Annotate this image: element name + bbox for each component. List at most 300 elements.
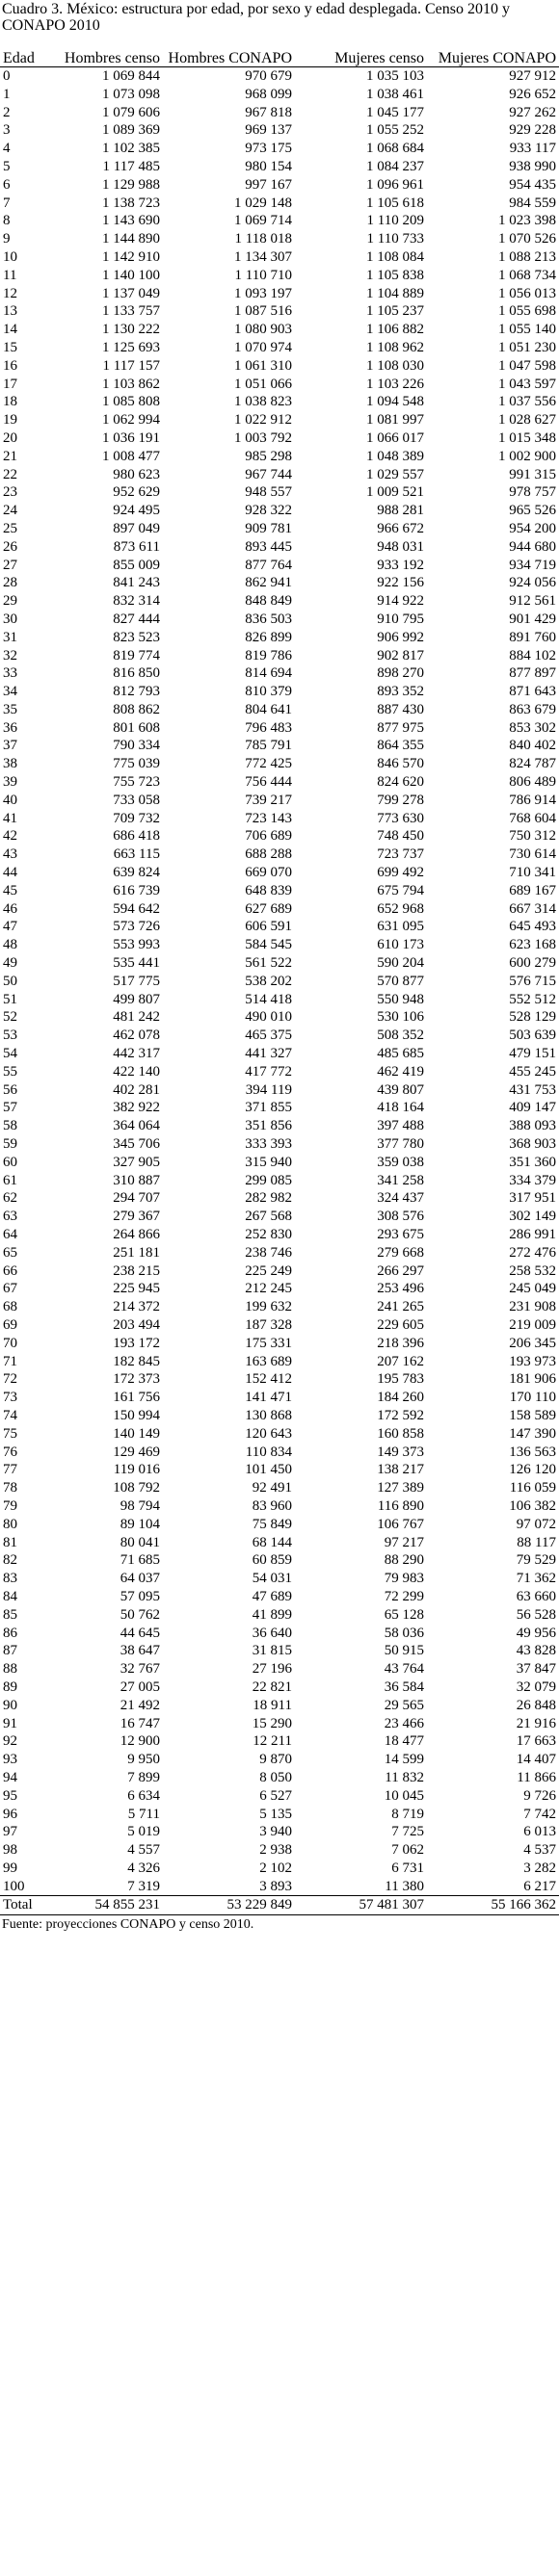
hombres-conapo-cell: 1 087 516 [234,303,292,320]
mujeres-censo-cell: 184 260 [377,1390,424,1406]
mujeres-censo-cell: 898 270 [377,665,424,682]
mujeres-censo-cell: 906 992 [377,629,424,645]
mujeres-conapo-cell: 32 079 [516,1678,556,1695]
mujeres-conapo-cell: 840 402 [509,738,556,754]
table-row [0,701,559,719]
hombres-censo-cell: 364 064 [113,1118,160,1134]
mujeres-conapo-cell: 37 847 [516,1661,556,1678]
hombres-conapo-cell: 1 080 903 [234,322,292,338]
mujeres-conapo-cell: 245 049 [509,1281,556,1297]
mujeres-conapo-cell: 1 055 140 [498,322,556,338]
hombres-censo-cell: 1 085 808 [102,394,160,410]
hombres-conapo-cell: 969 137 [245,122,292,139]
hombres-conapo-cell: 848 849 [245,593,292,610]
hombres-censo-cell: 517 775 [113,973,160,989]
table-row [0,1280,559,1298]
hombres-censo-cell: 1 062 994 [102,412,160,429]
mujeres-conapo-cell: 954 435 [509,176,556,193]
edad-cell: 40 [3,792,17,808]
edad-cell: 17 [3,376,17,392]
edad-cell: 27 [3,557,17,573]
edad-cell: 30 [3,611,17,627]
table-row [0,683,559,701]
hombres-censo-cell: 294 707 [113,1190,160,1207]
mujeres-censo-cell: 1 104 889 [366,285,424,301]
hombres-censo-cell: 50 762 [120,1606,160,1623]
hombres-conapo-cell: 514 418 [245,991,292,1007]
edad-cell: 45 [3,882,17,898]
mujeres-conapo-cell: 26 848 [516,1697,556,1713]
mujeres-censo-cell: 902 817 [377,647,424,664]
edad-cell: 0 [3,68,11,84]
hombres-conapo-cell: 2 102 [259,1860,292,1876]
total-mujeres-conapo-cell: 55 166 362 [491,1897,556,1913]
hombres-censo-cell: 1 144 890 [102,231,160,247]
edad-cell: 18 [3,394,17,410]
table-row [0,1081,559,1100]
edad-cell: 31 [3,629,17,645]
hombres-conapo-cell: 110 834 [245,1444,292,1460]
hombres-conapo-cell: 893 445 [245,538,292,555]
hombres-conapo-cell: 756 444 [245,774,292,791]
table-row [0,176,559,195]
table-row [0,285,559,303]
hombres-censo-cell: 310 887 [113,1172,160,1188]
table-row [0,1172,559,1190]
table-row [0,1099,559,1117]
mujeres-censo-cell: 160 858 [377,1425,424,1442]
mujeres-conapo-cell: 9 726 [523,1787,556,1804]
hombres-conapo-cell: 225 249 [245,1262,292,1279]
table-body [0,67,559,1915]
table-row [0,1516,559,1534]
mujeres-conapo-cell: 710 341 [509,865,556,881]
edad-cell: 3 [3,122,11,139]
hombres-conapo-cell: 490 010 [245,1009,292,1026]
mujeres-censo-cell: 43 764 [384,1661,424,1678]
hombres-conapo-cell: 1 093 197 [234,285,292,301]
edad-cell: 15 [3,339,17,355]
mujeres-conapo-cell: 623 168 [509,937,556,953]
mujeres-conapo-cell: 645 493 [509,919,556,935]
hombres-censo-cell: 462 078 [113,1028,160,1044]
table-row [0,827,559,846]
table-row [0,1008,559,1027]
table-row [0,357,559,376]
hombres-conapo-cell: 252 830 [245,1227,292,1242]
table-header [0,34,559,67]
source-note: Fuente: proyecciones CONAPO y censo 2010. [2,1917,254,1933]
hombres-conapo-cell: 1 061 310 [234,357,292,374]
hombres-censo-cell: 422 140 [113,1063,160,1080]
hombres-censo-cell: 481 242 [113,1009,160,1026]
mujeres-censo-cell: 218 396 [377,1335,424,1351]
edad-cell: 48 [3,937,17,953]
mujeres-censo-cell: 418 164 [377,1100,424,1116]
edad-cell: 33 [3,665,17,682]
mujeres-conapo-cell: 368 903 [509,1136,556,1153]
hombres-censo-cell: 1 133 757 [102,303,160,320]
table-row [0,321,559,339]
mujeres-censo-cell: 127 389 [377,1480,424,1496]
hombres-conapo-cell: 2 938 [259,1842,292,1859]
mujeres-conapo-cell: 824 787 [509,756,556,772]
mujeres-censo-cell: 229 605 [377,1316,424,1333]
mujeres-conapo-cell: 1 056 013 [498,285,556,301]
hombres-conapo-cell: 785 791 [245,738,292,754]
edad-cell: 70 [3,1335,17,1351]
mujeres-censo-cell: 1 108 030 [366,357,424,374]
mujeres-censo-cell: 1 105 618 [366,195,424,211]
hombres-censo-cell: 71 685 [120,1552,160,1569]
edad-cell: 6 [3,176,11,193]
mujeres-conapo-cell: 49 956 [516,1625,556,1641]
hombres-conapo-cell: 648 839 [245,882,292,898]
hombres-censo-cell: 1 008 477 [102,448,160,464]
hombres-censo-cell: 1 129 988 [102,176,160,193]
mujeres-censo-cell: 966 672 [377,520,424,536]
edad-cell: 5 [3,158,11,174]
hombres-censo-cell: 1 143 690 [102,213,160,229]
mujeres-censo-cell: 1 110 733 [366,231,424,247]
table-row [0,1823,559,1841]
edad-cell: 39 [3,774,17,791]
hombres-censo-cell: 382 922 [113,1100,160,1116]
mujeres-conapo-cell: 1 002 900 [498,448,556,464]
hombres-censo-cell: 9 950 [127,1752,160,1768]
table-caption: Cuadro 3. México: estructura por edad, por sexo y edad desplegada. Censo 2010 y CONAPO 2010 [2,1,510,34]
table-row [0,737,559,755]
edad-cell: 36 [3,719,17,736]
edad-cell: 95 [3,1787,17,1804]
mujeres-censo-cell: 293 675 [377,1227,424,1242]
mujeres-conapo-cell: 231 908 [509,1299,556,1315]
hombres-censo-cell: 251 181 [113,1244,160,1261]
mujeres-conapo-cell: 600 279 [509,955,556,972]
mujeres-conapo-cell: 924 056 [509,575,556,591]
hombres-censo-cell: 1 089 369 [102,122,160,139]
mujeres-conapo-cell: 901 429 [509,611,556,627]
mujeres-censo-cell: 1 081 997 [366,412,424,429]
mujeres-conapo-cell: 479 151 [509,1046,556,1062]
edad-cell: 94 [3,1769,17,1785]
hombres-conapo-cell: 1 003 792 [234,429,292,446]
hombres-censo-cell: 32 767 [120,1661,160,1678]
edad-cell: 89 [3,1678,17,1695]
table-row [0,1479,559,1497]
table-row [0,1189,559,1208]
edad-cell: 84 [3,1588,17,1604]
table-row [0,1244,559,1262]
mujeres-conapo-cell: 4 537 [523,1842,556,1859]
hombres-conapo-cell: 22 821 [252,1678,292,1695]
mujeres-censo-cell: 1 105 237 [366,303,424,320]
table-row [0,629,559,647]
edad-cell: 92 [3,1733,17,1750]
mujeres-conapo-cell: 689 167 [509,882,556,898]
hombres-censo-cell: 775 039 [113,756,160,772]
table-row [0,664,559,683]
hombres-censo-cell: 709 732 [113,810,160,826]
table-row [0,647,559,665]
hombres-conapo-cell: 1 070 974 [234,339,292,355]
edad-cell: 72 [3,1371,17,1388]
mujeres-conapo-cell: 106 382 [509,1497,556,1514]
mujeres-conapo-cell: 351 360 [509,1154,556,1170]
hombres-censo-cell: 327 905 [113,1154,160,1170]
table-row [0,67,559,86]
hombres-censo-cell: 897 049 [113,520,160,536]
edad-cell: 4 [3,141,11,157]
edad-cell: 34 [3,684,17,700]
hombres-censo-cell: 203 494 [113,1316,160,1333]
table-row [0,195,559,213]
hombres-censo-cell: 1 138 723 [102,195,160,211]
mujeres-censo-cell: 11 832 [385,1769,424,1785]
mujeres-conapo-cell: 1 051 230 [498,339,556,355]
table-row [0,1316,559,1335]
mujeres-conapo-cell: 1 043 597 [498,376,556,392]
mujeres-conapo-cell: 576 715 [509,973,556,989]
edad-cell: 41 [3,810,17,826]
hombres-conapo-cell: 36 640 [252,1625,292,1641]
hombres-censo-cell: 238 215 [113,1262,160,1279]
mujeres-censo-cell: 652 968 [377,900,424,917]
mujeres-conapo-cell: 116 059 [509,1480,556,1496]
mujeres-censo-cell: 864 355 [377,738,424,754]
edad-cell: 38 [3,756,17,772]
hombres-censo-cell: 924 495 [113,503,160,519]
hombres-conapo-cell: 1 029 148 [234,195,292,211]
mujeres-censo-cell: 341 258 [377,1172,424,1188]
table-row [0,1045,559,1063]
mujeres-conapo-cell: 926 652 [509,86,556,102]
hombres-censo-cell: 808 862 [113,701,160,717]
mujeres-censo-cell: 570 877 [377,973,424,989]
edad-cell: 64 [3,1227,17,1242]
edad-cell: 49 [3,955,17,972]
edad-cell: 46 [3,900,17,917]
hombres-conapo-cell: 669 070 [245,865,292,881]
population-table [0,34,559,1915]
table-row [0,1407,559,1425]
hombres-conapo-cell: 60 859 [252,1552,292,1569]
table-row [0,882,559,900]
hombres-conapo-cell: 819 786 [245,647,292,664]
total-row [0,1896,559,1915]
edad-cell: 57 [3,1100,17,1116]
edad-cell: 82 [3,1552,17,1569]
hombres-conapo-cell: 826 899 [245,629,292,645]
hombres-conapo-cell: 862 941 [245,575,292,591]
mujeres-conapo-cell: 88 117 [517,1534,556,1550]
edad-cell: 90 [3,1697,17,1713]
table-row [0,267,559,285]
edad-cell: 69 [3,1316,17,1333]
hombres-conapo-cell: 723 143 [245,810,292,826]
mujeres-censo-cell: 485 685 [377,1046,424,1062]
table-row [0,1353,559,1371]
table-row [0,611,559,629]
mujeres-censo-cell: 397 488 [377,1118,424,1134]
mujeres-censo-cell: 241 265 [377,1299,424,1315]
hombres-censo-cell: 193 172 [113,1335,160,1351]
hombres-conapo-cell: 909 781 [245,520,292,536]
hombres-conapo-cell: 267 568 [245,1209,292,1225]
edad-cell: 14 [3,322,17,338]
hombres-conapo-cell: 804 641 [245,701,292,717]
mujeres-conapo-cell: 938 990 [509,158,556,174]
edad-cell: 56 [3,1081,17,1098]
mujeres-censo-cell: 116 890 [377,1497,424,1514]
edad-cell: 63 [3,1209,17,1225]
table-row [0,376,559,394]
table-row [0,973,559,991]
mujeres-conapo-cell: 528 129 [509,1009,556,1026]
edad-cell: 97 [3,1824,17,1840]
edad-cell: 26 [3,538,17,555]
mujeres-censo-cell: 910 795 [377,611,424,627]
edad-cell: 7 [3,195,11,211]
hombres-conapo-cell: 75 849 [252,1516,292,1532]
table-row [0,810,559,828]
mujeres-censo-cell: 610 173 [377,937,424,953]
table-row [0,864,559,882]
table-row [0,1860,559,1878]
table-row [0,483,559,502]
mujeres-conapo-cell: 56 528 [516,1606,556,1623]
table-row [0,429,559,448]
table-row [0,1878,559,1896]
mujeres-censo-cell: 97 217 [384,1534,424,1550]
mujeres-censo-cell: 79 983 [384,1571,424,1587]
hombres-conapo-cell: 796 483 [245,719,292,736]
total-hombres-censo-cell: 54 855 231 [94,1897,160,1913]
edad-cell: 32 [3,647,17,664]
table-row [0,1461,559,1479]
mujeres-censo-cell: 1 084 237 [366,158,424,174]
mujeres-censo-cell: 631 095 [377,919,424,935]
mujeres-censo-cell: 58 036 [384,1625,424,1641]
hombres-conapo-cell: 877 764 [245,557,292,573]
hombres-censo-cell: 812 793 [113,684,160,700]
table-row [0,1570,559,1588]
hombres-censo-cell: 119 016 [113,1462,160,1478]
mujeres-conapo-cell: 944 680 [509,538,556,555]
table-row [0,773,559,792]
table-row [0,230,559,248]
hombres-conapo-cell: 27 196 [252,1661,292,1678]
hombres-censo-cell: 1 130 222 [102,322,160,338]
edad-cell: 59 [3,1136,17,1153]
edad-cell: 58 [3,1118,17,1134]
mujeres-conapo-cell: 991 315 [509,466,556,482]
hombres-censo-cell: 980 623 [113,466,160,482]
hombres-conapo-cell: 41 899 [252,1606,292,1623]
hombres-conapo-cell: 83 960 [252,1497,292,1514]
total-hombres-conapo-cell: 53 229 849 [226,1897,292,1913]
table-row [0,792,559,810]
hombres-conapo-cell: 1 051 066 [234,376,292,392]
table-row [0,1678,559,1697]
hombres-censo-cell: 80 041 [120,1534,160,1550]
hombres-conapo-cell: 1 022 912 [234,412,292,429]
hombres-censo-cell: 5 019 [127,1824,160,1840]
hombres-censo-cell: 442 317 [113,1046,160,1062]
hombres-conapo-cell: 299 085 [245,1172,292,1188]
mujeres-censo-cell: 723 737 [377,846,424,863]
mujeres-conapo-cell: 455 245 [509,1063,556,1080]
hombres-censo-cell: 832 314 [113,593,160,610]
mujeres-conapo-cell: 1 055 698 [498,303,556,320]
mujeres-censo-cell: 266 297 [377,1262,424,1279]
hombres-censo-cell: 5 711 [127,1806,160,1822]
hombres-censo-cell: 1 142 910 [102,248,160,265]
header-row [0,34,559,67]
hombres-conapo-cell: 130 868 [245,1407,292,1423]
edad-cell: 88 [3,1661,17,1678]
mujeres-censo-cell: 1 096 961 [366,176,424,193]
table-row [0,592,559,611]
mujeres-conapo-cell: 7 742 [523,1806,556,1822]
hombres-conapo-cell: 141 471 [245,1390,292,1406]
mujeres-censo-cell: 508 352 [377,1028,424,1044]
table-row [0,1697,559,1715]
hombres-conapo-cell: 394 119 [245,1081,292,1098]
hombres-conapo-cell: 1 069 714 [234,213,292,229]
mujeres-conapo-cell: 1 037 556 [498,394,556,410]
edad-cell: 23 [3,484,17,501]
mujeres-conapo-cell: 853 302 [509,719,556,736]
mujeres-censo-cell: 29 565 [384,1697,424,1713]
mujeres-conapo-cell: 965 526 [509,503,556,519]
hombres-conapo-cell: 175 331 [245,1335,292,1351]
mujeres-censo-cell: 948 031 [377,538,424,555]
hombres-conapo-cell: 238 746 [245,1244,292,1261]
mujeres-censo-cell: 377 780 [377,1136,424,1153]
hombres-conapo-cell: 627 689 [245,900,292,917]
edad-cell: 67 [3,1281,17,1297]
edad-cell: 86 [3,1625,17,1641]
table-row [0,918,559,936]
total-mujeres-censo-cell: 57 481 307 [359,1897,424,1913]
mujeres-conapo-cell: 1 070 526 [498,231,556,247]
edad-cell: 22 [3,466,17,482]
hombres-censo-cell: 98 794 [120,1497,160,1514]
mujeres-conapo-cell: 79 529 [516,1552,556,1569]
hombres-censo-cell: 264 866 [113,1227,160,1242]
mujeres-conapo-cell: 158 589 [509,1407,556,1423]
hombres-conapo-cell: 31 815 [252,1643,292,1659]
table-row [0,1262,559,1281]
hombres-conapo-cell: 441 327 [245,1046,292,1062]
mujeres-conapo-cell: 147 390 [509,1425,556,1442]
mujeres-censo-cell: 18 477 [384,1733,424,1750]
hombres-censo-cell: 172 373 [113,1371,160,1388]
mujeres-censo-cell: 914 922 [377,593,424,610]
hombres-conapo-cell: 12 211 [253,1733,292,1750]
mujeres-conapo-cell: 126 120 [509,1462,556,1478]
hombres-censo-cell: 1 117 157 [102,357,160,374]
hombres-censo-cell: 755 723 [113,774,160,791]
hombres-conapo-cell: 980 154 [245,158,292,174]
mujeres-conapo-cell: 1 088 213 [498,248,556,265]
table-row [0,1551,559,1570]
mujeres-censo-cell: 530 106 [377,1009,424,1026]
edad-cell: 50 [3,973,17,989]
mujeres-censo-cell: 1 029 557 [366,466,424,482]
mujeres-conapo-cell: 63 660 [516,1588,556,1604]
